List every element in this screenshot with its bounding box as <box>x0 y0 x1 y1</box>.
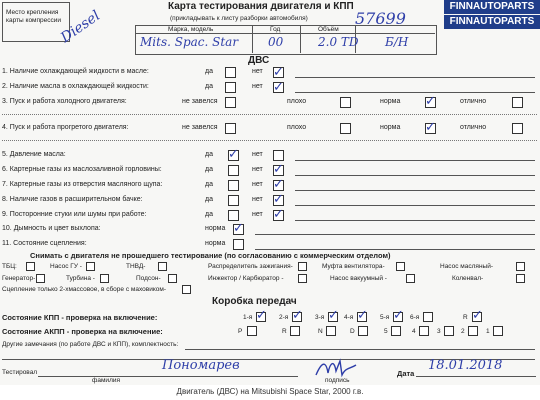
row-9-yes-box[interactable] <box>228 210 239 221</box>
row-2: 2. Наличие масла в охлаждающей жидкости: <box>2 83 149 90</box>
gear-5: 5-я <box>380 314 390 321</box>
row-4-opt-norm: норма <box>380 124 401 131</box>
part-turbo-box[interactable] <box>100 274 109 283</box>
row-11-norm-box[interactable] <box>233 239 244 250</box>
card-subtitle: (прикладывать к листу разборки автомобиля) <box>170 15 308 22</box>
row-1-check-icon: ✓ <box>273 65 284 80</box>
part-tbc: ТБЦ: <box>2 263 17 270</box>
row-3-opt-excellent: отлично <box>460 98 487 105</box>
part-generator-box[interactable] <box>36 274 45 283</box>
row-9-no: нет <box>252 211 263 218</box>
row-2-yes: да <box>205 83 213 90</box>
row-5-yes: да <box>205 151 213 158</box>
row-4-box-2[interactable] <box>340 123 351 134</box>
row-2-check-icon: ✓ <box>273 80 284 95</box>
clutch-note-box[interactable] <box>182 285 191 294</box>
tester-label: Тестировал <box>2 369 38 376</box>
date-label: Дата <box>397 369 415 378</box>
akpp-3-box[interactable] <box>444 326 454 336</box>
col-model: Марка, модель <box>168 26 214 33</box>
value-year: 00 <box>268 35 284 49</box>
row-7-yes-box[interactable] <box>228 180 239 191</box>
akpp-p: P <box>238 328 243 335</box>
signature-drawing <box>312 357 358 379</box>
signature-label: подпись <box>325 377 350 384</box>
akpp-label: Состояние АКПП - проверка на включение: <box>2 327 163 336</box>
row-8: 8. Наличие газов в расширительном бачке: <box>2 196 143 203</box>
gear-r-check-icon: ✓ <box>472 308 483 323</box>
row-9: 9. Посторонние стуки или шумы при работе: <box>2 211 147 218</box>
row-10-norm: норма <box>205 225 226 232</box>
gear-4-check-icon: ✓ <box>357 308 368 323</box>
row-5-no-box[interactable] <box>273 150 284 161</box>
row-11-norm: норма <box>205 240 226 247</box>
row-8-no: нет <box>252 196 263 203</box>
col-year: Год <box>270 26 281 33</box>
gear-3: 3-я <box>315 314 325 321</box>
row-3-opt-bad: плохо <box>287 98 307 105</box>
surname-label: фамилия <box>92 377 121 384</box>
row-4-box-1[interactable] <box>225 123 236 134</box>
row-6-check-icon: ✓ <box>273 162 284 177</box>
tester-surname-handwriting: Пономарев <box>162 358 240 373</box>
watermark-top: FINNAUTOPARTS <box>444 0 540 14</box>
akpp-d: D <box>350 328 355 335</box>
part-gu-pump: Насос ГУ - <box>50 263 82 270</box>
akpp-2-box[interactable] <box>468 326 478 336</box>
akpp-4: 4 <box>412 328 416 335</box>
row-11: 11. Состояние сцепления: <box>2 240 87 247</box>
removed-parts-title: Снимать с двигателя не прошедшего тестирование (по согласованию с коммерческим отделом) <box>30 251 391 260</box>
gear-2: 2-я <box>279 314 289 321</box>
row-6-yes: да <box>205 166 213 173</box>
row-1-no: нет <box>252 68 263 75</box>
gear-6-box[interactable] <box>423 312 433 322</box>
part-turbo: Турбина - <box>66 275 95 282</box>
akpp-3: 3 <box>437 328 441 335</box>
row-1-yes-box[interactable] <box>225 67 236 78</box>
card-title: Карта тестирования двигателя и КПП <box>168 1 354 12</box>
akpp-4-box[interactable] <box>419 326 429 336</box>
row-2-yes-box[interactable] <box>225 82 236 93</box>
part-vacuum-pump: Насос вакуумный - <box>330 275 387 282</box>
date-handwriting: 18.01.2018 <box>428 358 503 373</box>
row-4-check-icon: ✓ <box>425 120 436 135</box>
dvs-title: ДВС <box>248 55 270 66</box>
row-3-box-2[interactable] <box>340 97 351 108</box>
row-5: 5. Давление масла: <box>2 151 66 158</box>
part-oil-pump: Насос масляный- <box>440 263 494 270</box>
col-volume: Объём <box>318 26 339 33</box>
row-3-opt-norm: норма <box>380 98 401 105</box>
gearbox-title: Коробка передач <box>212 296 297 307</box>
part-distributor: Распределитель зажигания- <box>208 263 293 270</box>
value-volume: 2.0 TD <box>318 35 359 49</box>
other-remarks-label: Другие замечания (по работе ДВС и КПП), комплектность: <box>2 341 179 348</box>
akpp-5-box[interactable] <box>391 326 401 336</box>
part-tnvd: ТНВД- <box>126 263 146 270</box>
row-7: 7. Картерные газы из отверстия масляного щупа: <box>2 181 163 188</box>
row-3-opt-none: не завелся <box>182 98 218 105</box>
row-3-check-icon: ✓ <box>425 94 436 109</box>
row-10-check-icon: ✓ <box>233 221 244 236</box>
row-8-yes-box[interactable] <box>228 195 239 206</box>
row-4-opt-bad: плохо <box>287 124 307 131</box>
row-2-no: нет <box>252 83 263 90</box>
stamp-label: Место крепления карты компрессии <box>6 9 62 24</box>
part-oil-pump-box[interactable] <box>516 262 525 271</box>
row-3-box-4[interactable] <box>512 97 523 108</box>
row-9-yes: да <box>205 211 213 218</box>
row-5-no: нет <box>252 151 263 158</box>
part-vacuum-pump-box[interactable] <box>406 274 415 283</box>
gear-3-check-icon: ✓ <box>328 308 339 323</box>
row-8-yes: да <box>205 196 213 203</box>
row-6: 6. Картерные газы из маслозаливной горловины: <box>2 166 162 173</box>
row-4-opt-none: не завелся <box>182 124 218 131</box>
row-1-yes: да <box>205 68 213 75</box>
watermark-bottom: FINNAUTOPARTS <box>444 15 540 29</box>
part-fan-clutch: Муфта вентилятора- <box>322 263 385 270</box>
akpp-r-box[interactable] <box>290 326 300 336</box>
row-5-check-icon: ✓ <box>228 147 239 162</box>
part-injector: Инжектор / Карбюратор - <box>208 275 284 282</box>
part-gu-pump-box[interactable] <box>86 262 95 271</box>
part-tbc-box[interactable] <box>26 262 35 271</box>
row-9-check-icon: ✓ <box>273 207 284 222</box>
diesel-handwriting: Diesel <box>58 7 104 47</box>
part-generator: Генератор- <box>2 275 36 282</box>
row-6-no: нет <box>252 166 263 173</box>
akpp-d-box[interactable] <box>358 326 368 336</box>
row-8-check-icon: ✓ <box>273 192 284 207</box>
row-3: 3. Пуск и работа холодного двигателя: <box>2 98 127 105</box>
row-7-no: нет <box>252 181 263 188</box>
photo-caption: Двигатель (ДВС) на Mitsubishi Space Star, 2000 г.в. <box>176 387 364 396</box>
part-fan-clutch-box[interactable] <box>396 262 405 271</box>
akpp-5: 5 <box>384 328 388 335</box>
akpp-r: R <box>282 328 287 335</box>
gear-5-check-icon: ✓ <box>393 308 404 323</box>
part-tnvd-box[interactable] <box>158 262 167 271</box>
row-4-opt-excellent: отлично <box>460 124 487 131</box>
row-1: 1. Наличие охлаждающей жидкости в масле: <box>2 68 149 75</box>
value-bn: Б/Н <box>385 35 409 49</box>
part-crankshaft-box[interactable] <box>516 274 525 283</box>
akpp-1: 1 <box>486 328 490 335</box>
row-3-box-1[interactable] <box>225 97 236 108</box>
akpp-p-box[interactable] <box>247 326 257 336</box>
row-7-yes: да <box>205 181 213 188</box>
row-4-box-4[interactable] <box>512 123 523 134</box>
value-model: Mits. Spac. Star <box>140 35 239 49</box>
akpp-1-box[interactable] <box>493 326 503 336</box>
part-sump-box[interactable] <box>168 274 177 283</box>
gear-r: R <box>463 314 468 321</box>
akpp-n-box[interactable] <box>326 326 336 336</box>
row-6-yes-box[interactable] <box>228 165 239 176</box>
part-crankshaft: Коленвал- <box>452 275 484 282</box>
gear-2-check-icon: ✓ <box>292 308 303 323</box>
gear-1-check-icon: ✓ <box>256 308 267 323</box>
part-injector-box[interactable] <box>298 274 307 283</box>
gear-1: 1-я <box>243 314 253 321</box>
part-sump: Подсон- <box>136 275 161 282</box>
part-distributor-box[interactable] <box>298 262 307 271</box>
gear-4: 4-я <box>344 314 354 321</box>
clutch-note: Сцепление только 2-хмассовое, в сборе с маховиком- <box>2 286 167 293</box>
akpp-n: N <box>318 328 323 335</box>
akpp-2: 2 <box>461 328 465 335</box>
row-4: 4. Пуск и работа прогретого двигателя: <box>2 124 129 131</box>
card-number: 57699 <box>355 9 406 28</box>
row-10: 10. Дымность и цвет выхлопа: <box>2 225 101 232</box>
gear-6: 6-я <box>410 314 420 321</box>
kpp-label: Состояние КПП - проверка на включение: <box>2 313 158 322</box>
row-7-check-icon: ✓ <box>273 177 284 192</box>
